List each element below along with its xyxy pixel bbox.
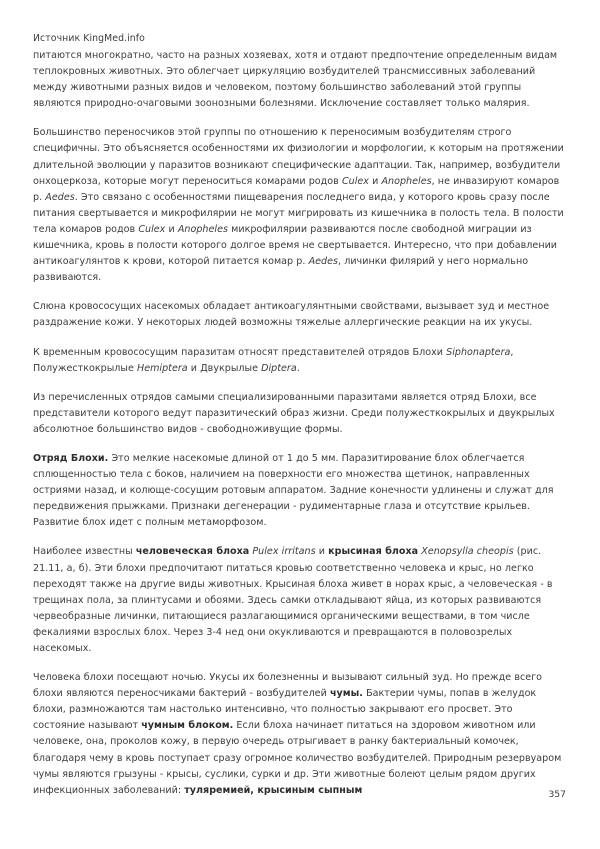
text-run: и	[368, 175, 382, 187]
text-run: микрофилярии развиваются после свободной миграции из кишечника, кровь в полости которого долгое время не свертывается. Интересно, что при добавлении антикоагулянтов к крови, которой питается комар р.	[33, 223, 558, 268]
emphasis-term: крысиная блоха	[328, 546, 419, 558]
emphasis-term: человеческая блоха	[135, 546, 250, 558]
species-name: Anopheles	[381, 175, 432, 187]
text-run: (рис. 21.11, а, б). Эти блохи предпочитают питаться кровью соответственно человека и крыс, но легко переходят также на другие виды животных. Крысиная блоха живет в норах крыс, а человеческая - в трещинах пола, за плинтусами и обоями. Здесь самки откладывают яйца, из которых развиваются червеобразные личинки, питающиеся разлагающимися органическими веществами, в том числе фекалиями взрослых блох. Через 3-4 нед они окукливаются и превращаются в половозрелых насекомых.	[33, 546, 553, 654]
text-run: , не инвазируют комаров р.	[33, 175, 560, 203]
text-run: Наиболее известны	[33, 546, 136, 558]
paragraph-6	[33, 451, 566, 531]
emphasis-term: Отряд Блохи.	[33, 452, 109, 464]
text-run: Слюна кровососущих насекомых обладает антикоагулянтными свойствами, вызывает зуд и местное раздражение кожи. У некоторых людей возможны тяжелые аллергические реакции на их укусы.	[33, 301, 550, 329]
species-name: Culex	[138, 223, 166, 235]
text-run: и	[315, 546, 329, 558]
text-run: .	[296, 362, 300, 374]
text-run: Человека блохи посещают ночью. Укусы их болезненны и вызывают сильный зуд. Но прежде всего блохи являются переносчиками бактерий - возбудителей	[33, 672, 543, 700]
text-run: Это мелкие насекомые длиной от 1 до 5 мм. Паразитирование блох облегчается сплющенностью тела с боков, наличием на поверхности его множества щетинок, направленных остриями назад, и колюще-сосущим ротовым аппаратом. Задние конечности удлинены и служат для передвижения прыжками. Признаки дегенерации - рудиментарные глаза и отсутствие крыльев. Развитие блох идет с полным метаморфозом.	[33, 452, 554, 529]
paragraph-4	[33, 345, 566, 377]
paragraph-2	[33, 125, 566, 286]
paragraph-1	[33, 48, 566, 112]
emphasis-term: чумным блоком.	[141, 720, 234, 732]
species-name: Xenopsylla cheopis	[421, 546, 514, 558]
emphasis-term: чумы.	[329, 688, 363, 700]
paragraph-5	[33, 390, 566, 438]
text-run: Бактерии чумы, попав в желудок блохи, размножаются там настолько интенсивно, что полностью закрывают его просвет. Это состояние называют	[33, 688, 537, 732]
species-name: Diptera	[261, 362, 297, 374]
paragraph-7	[33, 544, 566, 657]
species-name: Hemiptera	[137, 362, 188, 374]
page-number: 357	[548, 789, 566, 800]
paragraph-3	[33, 299, 566, 331]
text-run: Большинство переносчиков этой группы по отношению к переносимым возбудителям строго специфичны. Это объясняется особенностями их физиологии и морфологии, к которым на протяжении длительной эволюции у паразитов возникают специфические адаптации. Так, например, возбудители онхоцеркоза, которые могут переноситься комарами родов	[33, 127, 564, 187]
document-body	[33, 48, 566, 812]
emphasis-term: туляремией, крысиным сыпным	[184, 784, 363, 796]
text-run: Если блоха начинает питаться на здоровом животном или человеке, она, проколов кожу, в первую очередь отрыгивает в ранку бактериальный комочек, благодаря чему в кровь поступает сразу огромное количество возбудителей. Природным резервуаром чумы являются грызуны - крысы, суслики, сурки и др. Эти животные болеют целым рядом других инфекционных заболеваний:	[33, 720, 562, 796]
text-run: питаются многократно, часто на разных хозяевах, хотя и отдают предпочтение определенным видам теплокровных животных. Это облегчает циркуляцию возбудителей трансмиссивных заболеваний между животными разных видов и человеком, поэтому большинство заболеваний этой группы являются природно-очаговыми зоонозными болезнями. Исключение составляет только малярия.	[33, 50, 558, 110]
text-run: . Это связано с особенностями пищеварения последнего вида, у которого кровь сразу после питания свертывается и микрофилярии не могут мигрировать из кишечника в полость тела. В полости тела комаров родов	[33, 191, 564, 235]
species-name: Pulex irritans	[252, 546, 316, 558]
text-run: и	[165, 223, 178, 235]
source-attribution: Источник KingMed.info	[33, 33, 145, 44]
text-run: , Полужесткокрылые	[33, 346, 514, 374]
text-run: К временным кровососущим паразитам относят представителей отрядов Блохи	[33, 346, 447, 358]
species-name: Aedes	[308, 256, 338, 268]
species-name: Aedes	[45, 191, 75, 203]
species-name: Culex	[341, 175, 369, 187]
paragraph-8	[33, 670, 566, 799]
species-name: Siphonaptera	[446, 346, 511, 358]
species-name: Anopheles	[177, 223, 228, 235]
text-run: , личинки филярий у него нормально развиваются.	[33, 256, 529, 284]
text-run: Из перечисленных отрядов самыми специализированными паразитами является отряд Блохи, все представители которого ведут паразитический образ жизни. Среди полужесткокрылых и двукрылых абсолютное большинство видов - свободноживущие формы.	[33, 391, 555, 435]
text-run: и Двукрылые	[187, 362, 262, 374]
